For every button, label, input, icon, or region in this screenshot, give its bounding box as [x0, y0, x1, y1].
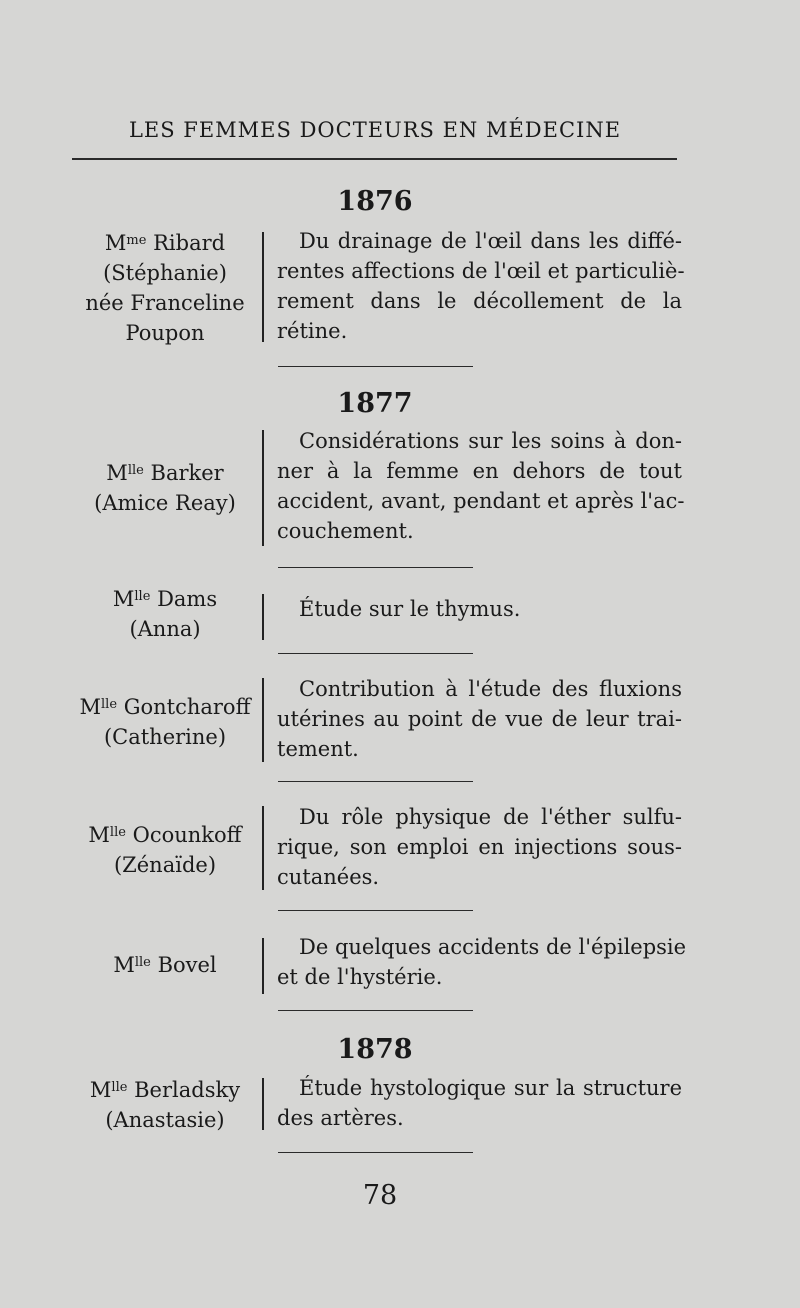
author-title: $M^{lle}$	[89, 1078, 128, 1102]
page-number: 78	[362, 1180, 398, 1211]
running-head: LES FEMMES DOCTEURS EN MÉDECINE	[128, 118, 622, 142]
column-bar	[262, 806, 264, 890]
column-bar	[262, 594, 264, 640]
thesis-line: utérines au point de vue de leur trai-	[277, 707, 682, 731]
author-title: $M^{lle}$	[113, 953, 151, 977]
section-rule	[278, 1010, 473, 1011]
author-name	[30, 456, 300, 518]
thesis-line: rétine.	[277, 319, 348, 343]
section-rule	[278, 1152, 473, 1153]
author-detail: (Amice Reay)	[94, 491, 236, 515]
thesis-title	[277, 426, 685, 546]
author-name	[30, 690, 300, 752]
thesis-title	[277, 674, 682, 764]
author-title: $M^{lle}$	[79, 695, 118, 719]
author-surname: Barker	[150, 461, 224, 485]
author-name	[30, 582, 300, 644]
thesis-line: couchement.	[277, 519, 414, 543]
thesis-line: accident, avant, pendant et après l'ac-	[277, 489, 685, 513]
section-rule	[278, 567, 473, 568]
thesis-title	[277, 226, 685, 346]
thesis-line: Du rôle physique de l'éther sulfu-	[299, 805, 682, 829]
author-name	[30, 948, 300, 980]
thesis-line: ner à la femme en dehors de tout	[277, 459, 682, 483]
author-detail: née Franceline	[85, 291, 245, 315]
section-rule	[278, 653, 473, 654]
author-detail: (Stéphanie)	[103, 261, 227, 285]
author-name	[30, 226, 300, 348]
thesis-line: rique, son emploi en injections sous-	[277, 835, 682, 859]
year-heading-1878: 1878	[337, 1034, 413, 1065]
thesis-line: cutanées.	[277, 865, 380, 889]
author-detail: (Zénaïde)	[113, 853, 217, 877]
thesis-line: De quelques accidents de l'épilepsie	[299, 935, 687, 959]
thesis-title	[277, 1073, 682, 1133]
author-title: $M^{me}$	[104, 231, 147, 255]
author-surname: Gontcharoff	[123, 695, 251, 719]
column-bar	[262, 678, 264, 762]
author-detail: (Catherine)	[103, 725, 227, 749]
thesis-line: rentes affections de l'œil et particuliè-	[277, 259, 685, 283]
section-rule	[278, 366, 473, 367]
author-surname: Ocounkoff	[132, 823, 242, 847]
author-surname: Berladsky	[134, 1078, 241, 1102]
thesis-line: rement dans le décollement de la	[277, 289, 682, 313]
author-surname: Bovel	[157, 953, 217, 977]
column-bar	[262, 232, 264, 342]
section-rule	[278, 781, 473, 782]
thesis-line: des artères.	[277, 1106, 404, 1130]
column-bar	[262, 938, 264, 994]
header-rule	[72, 158, 677, 160]
section-rule	[278, 910, 473, 911]
thesis-line: Contribution à l'étude des fluxions	[299, 677, 682, 701]
author-title: $M^{lle}$	[88, 823, 126, 847]
thesis-title	[277, 932, 687, 992]
author-name	[30, 818, 300, 880]
thesis-line: Du drainage de l'œil dans les diffé-	[299, 229, 682, 253]
column-bar	[262, 430, 264, 546]
author-title: $M^{lle}$	[112, 587, 151, 611]
thesis-line: Étude hystologique sur la structure	[299, 1076, 682, 1100]
author-surname: Dams	[157, 587, 218, 611]
author-detail: (Anna)	[129, 617, 201, 641]
thesis-line: Étude sur le thymus.	[299, 597, 521, 621]
year-heading-1877: 1877	[337, 388, 413, 419]
author-detail: Poupon	[125, 321, 205, 345]
thesis-title	[277, 802, 682, 892]
author-title: $M^{lle}$	[106, 461, 144, 485]
year-heading-1876: 1876	[337, 186, 413, 217]
author-surname: Ribard	[153, 231, 226, 255]
thesis-line: et de l'hystérie.	[277, 965, 443, 989]
author-detail: (Anastasie)	[105, 1108, 225, 1132]
author-name	[30, 1073, 300, 1135]
thesis-line: tement.	[277, 737, 359, 761]
thesis-title	[277, 594, 682, 624]
column-bar	[262, 1078, 264, 1130]
thesis-line: Considérations sur les soins à don-	[299, 429, 682, 453]
